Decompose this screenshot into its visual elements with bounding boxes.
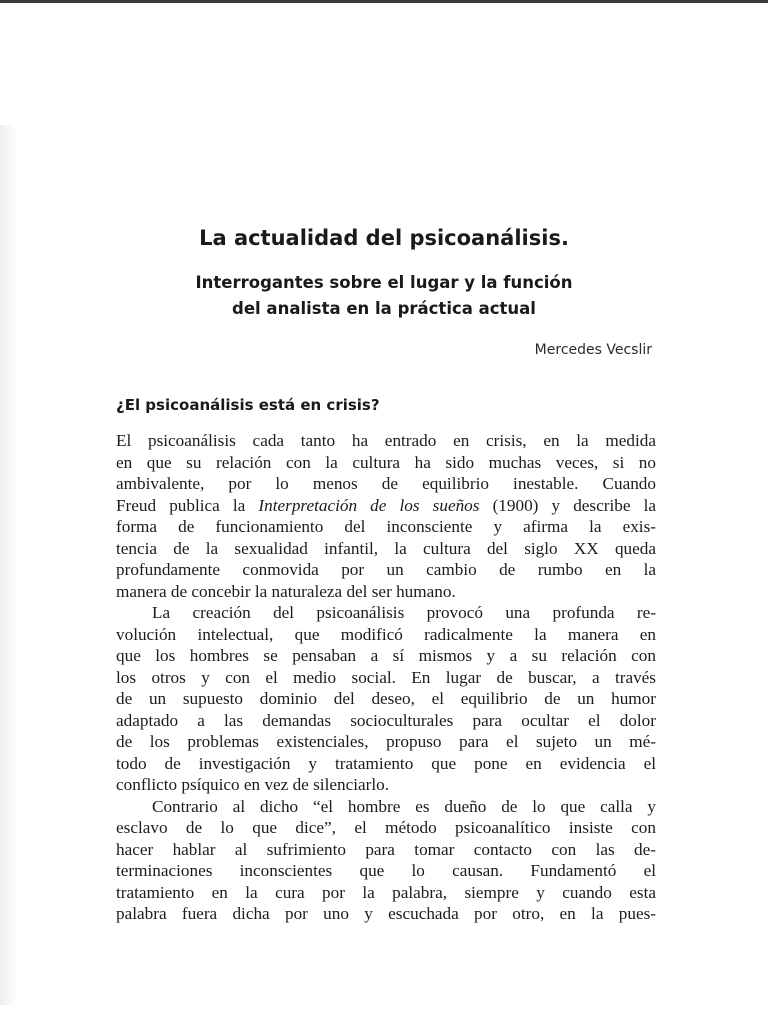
text-line: tencia de la sexualidad infantil, la cultura del siglo XX queda bbox=[116, 538, 656, 558]
text-line: tratamiento en la cura por la palabra, siempre y cuando esta bbox=[116, 882, 656, 902]
text-line: forma de funcionamiento del inconsciente y afirma la exis- bbox=[116, 517, 656, 536]
text-line: El psicoanálisis cada tanto ha entrado en crisis, en la medida bbox=[116, 431, 656, 450]
text-line: ambivalente, por lo menos de equilibrio inestable. Cuando bbox=[116, 474, 656, 493]
text-line: los otros y con el medio social. En lugar de buscar, a través bbox=[116, 667, 656, 687]
text-line: de un supuesto dominio del deseo, el equilibrio de un humor bbox=[116, 689, 656, 708]
body-text bbox=[116, 430, 656, 925]
text-line: adaptado a las demandas socioculturales para ocultar el dolor bbox=[116, 710, 656, 730]
body-paragraph bbox=[116, 602, 656, 796]
text-line: que los hombres se pensaban a sí mismos y a su relación con bbox=[116, 646, 656, 665]
article-subtitle-line-2: del analista en la práctica actual bbox=[232, 299, 536, 318]
text-line: manera de concebir la naturaleza del ser humano. bbox=[116, 581, 456, 601]
italic-book-title: Interpretación de los sueños bbox=[258, 495, 480, 515]
text-line: profundamente conmovida por un cambio de rumbo en la bbox=[116, 560, 656, 579]
text-line: La creación del psicoanálisis provocó una profunda re- bbox=[152, 603, 656, 622]
body-paragraph bbox=[116, 796, 656, 925]
text-line: de los problemas existenciales, propuso para el sujeto un mé- bbox=[116, 732, 656, 751]
text-line: terminaciones inconscientes que lo causan. Fundamentó el bbox=[116, 861, 656, 880]
text-line: todo de investigación y tratamiento que pone en evidencia el bbox=[116, 753, 656, 773]
section-heading: ¿El psicoanálisis está en crisis? bbox=[116, 396, 380, 414]
text-run: Freud publica la bbox=[116, 495, 259, 515]
article-subtitle-line-1: Interrogantes sobre el lugar y la función bbox=[195, 273, 573, 292]
text-line: palabra fuera dicha por uno y escuchada por otro, en la pues- bbox=[116, 904, 656, 923]
text-line bbox=[116, 495, 656, 517]
text-line: esclavo de lo que dice”, el método psicoanalítico insiste con bbox=[116, 818, 656, 837]
text-line: en que su relación con la cultura ha sido muchas veces, si no bbox=[116, 452, 656, 472]
text-line: Contrario al dicho “el hombre es dueño de lo que calla y bbox=[152, 796, 656, 816]
body-paragraph bbox=[116, 430, 656, 602]
text-run: (1900) y describe la bbox=[479, 495, 656, 515]
article-title: La actualidad del psicoanálisis. bbox=[199, 226, 569, 250]
text-line: conflicto psíquico en vez de silenciarlo. bbox=[116, 775, 389, 794]
article-subtitle bbox=[0, 270, 768, 322]
text-line: volución intelectual, que modificó radicalmente la manera en bbox=[116, 624, 656, 644]
article-author: Mercedes Vecslir bbox=[534, 342, 652, 358]
text-line: hacer hablar al sufrimiento para tomar contacto con las de- bbox=[116, 839, 656, 859]
